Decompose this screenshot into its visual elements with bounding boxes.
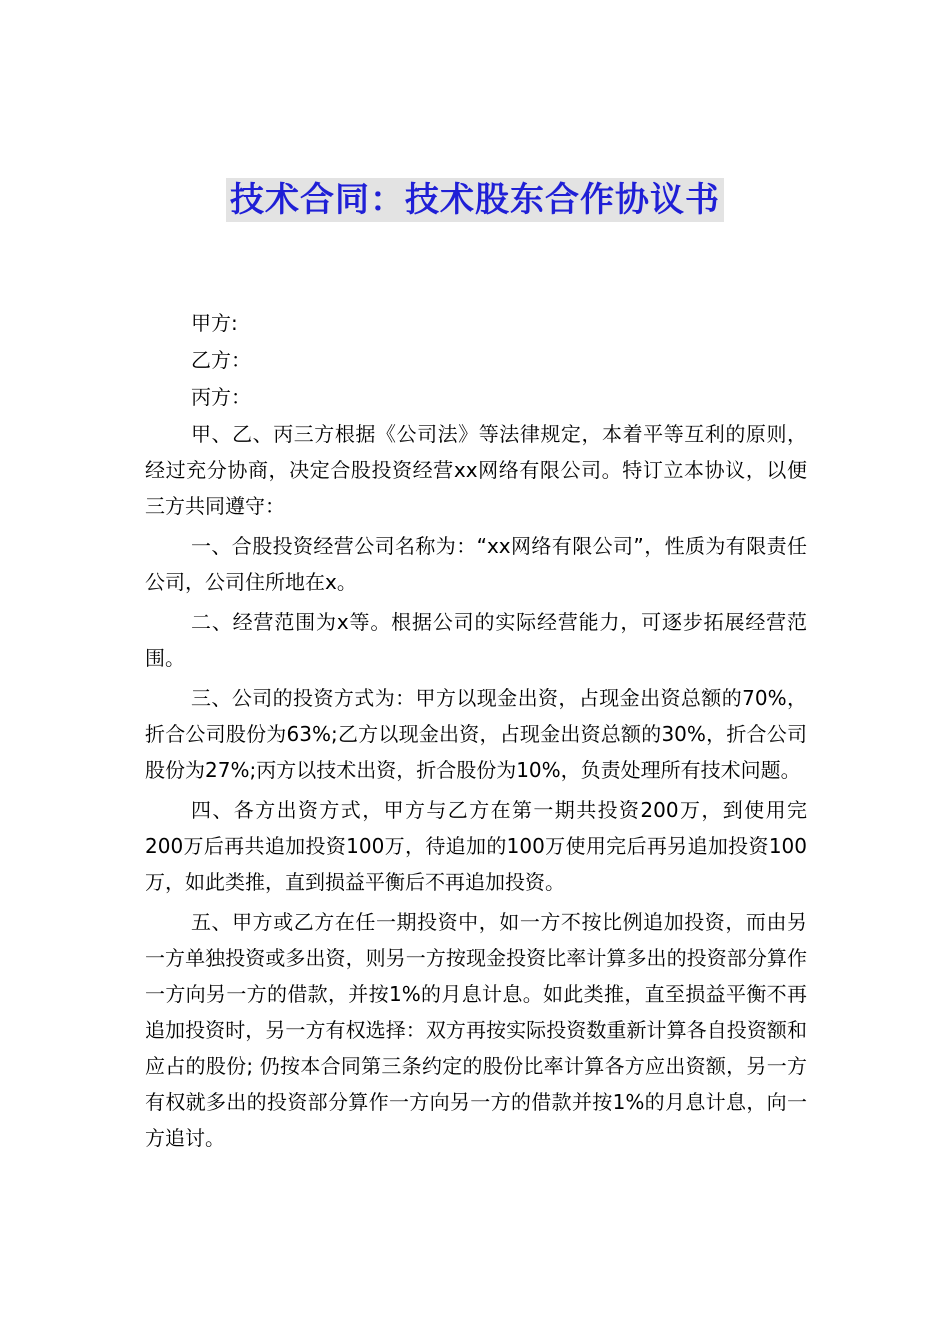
clause-2-paragraph: 二、经营范围为x等。根据公司的实际经营能力，可逐步拓展经营范围。	[145, 610, 807, 670]
clause-3-paragraph: 三、公司的投资方式为：甲方以现金出资，占现金出资总额的70%，折合公司股份为63%;乙方以现金出资，占现金出资总额的30%，折合公司股份为27%;丙方以技术出资，折合股份为10%，负责处理所有技术问题。	[145, 686, 807, 782]
clause-4-paragraph: 四、各方出资方式，甲方与乙方在第一期共投资200万，到使用完200万后再共追加投资100万，待追加的100万使用完后再另追加投资100万，如此类推，直到损益平衡后不再追加投资。	[145, 798, 807, 894]
clause-5-paragraph: 五、甲方或乙方在任一期投资中，如一方不按比例追加投资，而由另一方单独投资或多出资，则另一方按现金投资比率计算多出的投资部分算作一方向另一方的借款，并按1%的月息计息。如此类推，直至损益平衡不再追加投资时，另一方有权选择：双方再按实际投资数重新计算各自投资额和应占的股份; 仍按本合同第三条约定的股份比率计算各方应出资额，另一方有权就多出的投资部分算作一方向另一方的借款并按1%的月息计息，向一方追讨。	[145, 910, 807, 1150]
party-a-label: 甲方:	[191, 311, 238, 335]
clause-1-paragraph: 一、合股投资经营公司名称为：“xx网络有限公司”，性质为有限责任公司，公司住所地在x。	[145, 534, 807, 594]
document-body	[145, 305, 807, 1156]
party-c-label: 丙方：	[191, 385, 251, 409]
document-title: 技术合同：技术股东合作协议书	[226, 178, 724, 222]
title-container	[0, 178, 950, 222]
preamble-paragraph: 甲、乙、丙三方根据《公司法》等法律规定，本着平等互利的原则，经过充分协商，决定合股投资经营xx网络有限公司。特订立本协议，以便三方共同遵守：	[145, 422, 807, 518]
party-b-label: 乙方：	[191, 348, 251, 372]
